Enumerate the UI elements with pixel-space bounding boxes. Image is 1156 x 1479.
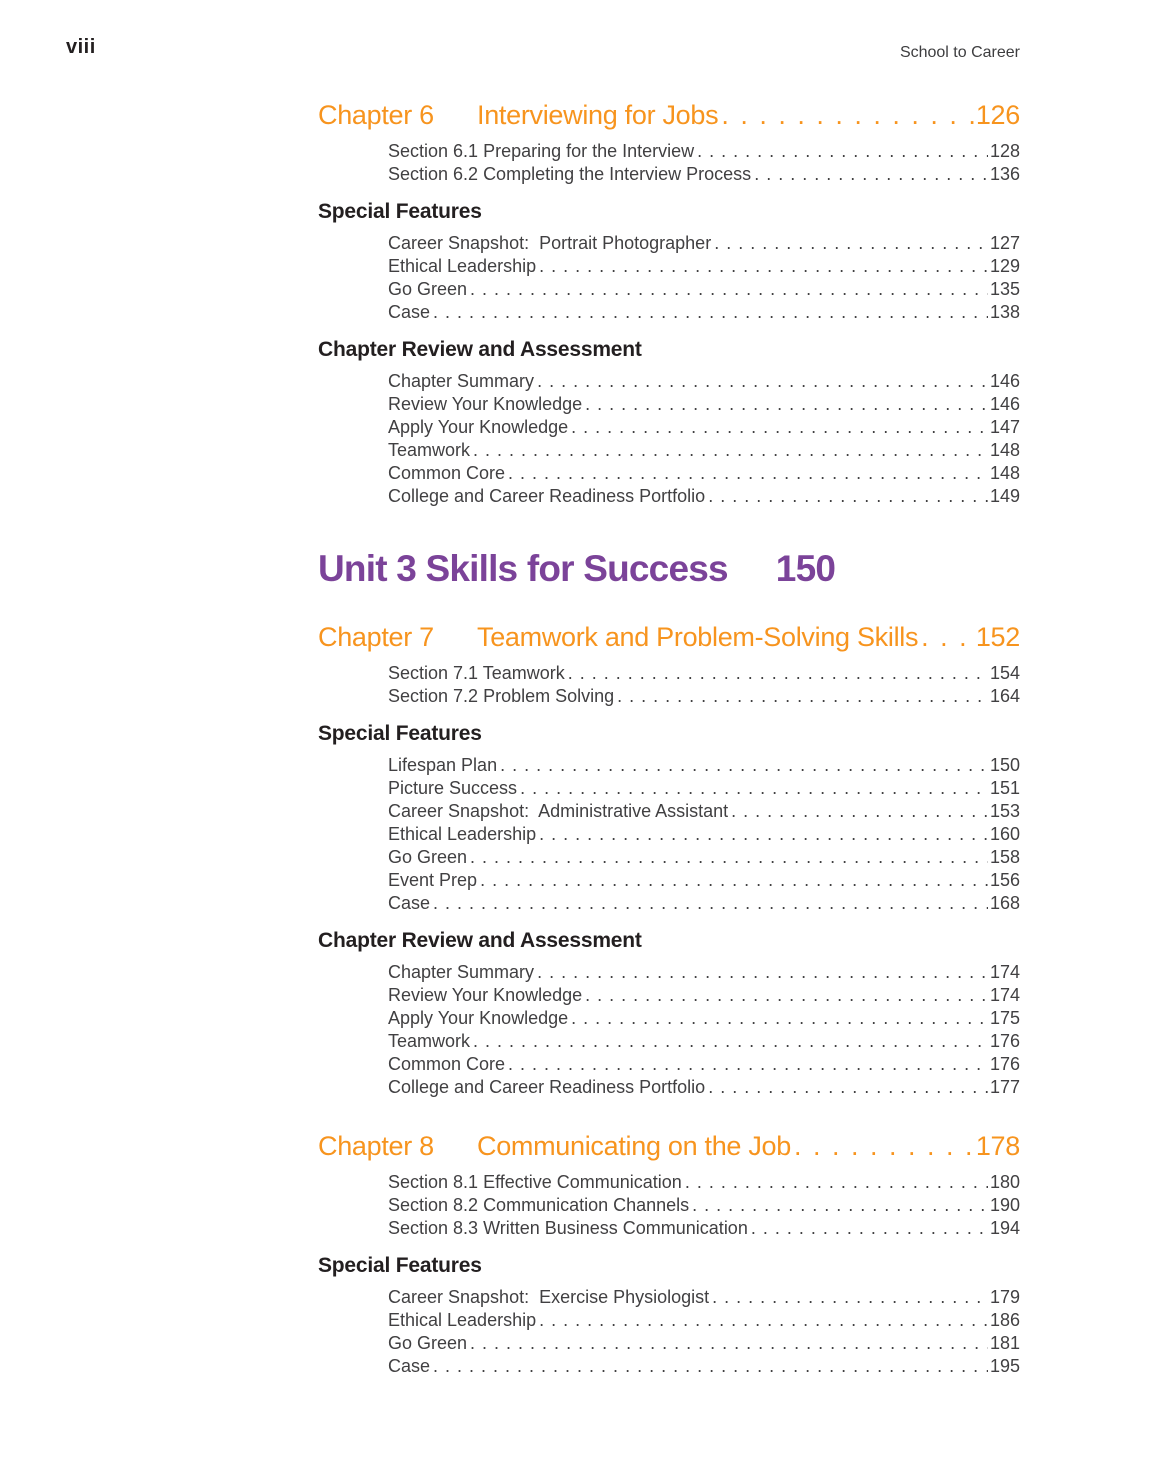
dot-leader (517, 777, 988, 800)
toc-entry-label: Review Your Knowledge (388, 394, 583, 414)
toc-entry-label: Review Your Knowledge (388, 985, 583, 1005)
toc-entry-page-number: 127 (989, 233, 1020, 253)
dot-leader (430, 301, 988, 324)
toc-entry (388, 777, 1020, 800)
toc-entry-label: Picture Success (388, 778, 518, 798)
toc-entry (388, 823, 1020, 846)
toc-entry-page-number: 179 (989, 1287, 1020, 1307)
toc-entry-page-number: 148 (989, 440, 1020, 460)
chapter-page-number: 178 (975, 1131, 1020, 1161)
toc-entry-label: Teamwork (388, 440, 471, 460)
toc-entry-page-number: 175 (989, 1008, 1020, 1028)
toc-entry (388, 232, 1020, 255)
toc-entry-page-number: 186 (989, 1310, 1020, 1330)
toc-entry (388, 961, 1020, 984)
chapter-heading (318, 622, 1020, 652)
toc-entry-page-number: 174 (989, 962, 1020, 982)
chapter-title: Interviewing for Jobs (477, 100, 719, 130)
dot-leader (470, 1030, 988, 1053)
toc-entry-label: Apply Your Knowledge (388, 1008, 569, 1028)
dot-leader (534, 370, 988, 393)
section-entry (388, 140, 1020, 163)
dot-leader (718, 100, 974, 130)
toc-entry (388, 869, 1020, 892)
dot-leader (918, 622, 974, 652)
dot-leader (614, 685, 988, 708)
dot-leader (477, 869, 988, 892)
toc-entry-page-number: 177 (989, 1077, 1020, 1097)
toc-entry (388, 1309, 1020, 1332)
toc-entry (388, 416, 1020, 439)
section-entry-page-number: 190 (989, 1195, 1020, 1215)
chapter-page-number: 152 (975, 622, 1020, 652)
toc-entry-page-number: 147 (989, 417, 1020, 437)
toc-entry-label: Career Snapshot: Portrait Photographer (388, 233, 712, 253)
toc-entry-page-number: 174 (989, 985, 1020, 1005)
toc-entry-label: College and Career Readiness Portfolio (388, 486, 706, 506)
toc-entry-page-number: 153 (989, 801, 1020, 821)
toc-entry-page-number: 176 (989, 1054, 1020, 1074)
page-folio: viii (66, 36, 96, 58)
dot-leader (694, 140, 988, 163)
section-entry-label: Section 6.2 Completing the Interview Process (388, 164, 752, 184)
toc-entry (388, 754, 1020, 777)
toc-entry-page-number: 176 (989, 1031, 1020, 1051)
toc-entry-label: Go Green (388, 847, 468, 867)
toc-entry-page-number: 156 (989, 870, 1020, 890)
toc-entry-page-number: 138 (989, 302, 1020, 322)
dot-leader (565, 662, 988, 685)
group-heading: Special Features (318, 200, 482, 223)
toc-entry-label: Chapter Summary (388, 962, 535, 982)
section-entry-label: Section 7.2 Problem Solving (388, 686, 615, 706)
section-entry-page-number: 154 (989, 663, 1020, 683)
toc-entry-page-number: 149 (989, 486, 1020, 506)
toc-entry (388, 800, 1020, 823)
toc-entry-label: Career Snapshot: Exercise Physiologist (388, 1287, 710, 1307)
toc-entry-label: Career Snapshot: Administrative Assistant (388, 801, 729, 821)
toc-entry-label: Lifespan Plan (388, 755, 498, 775)
toc-entry-label: Case (388, 1356, 431, 1376)
dot-leader (711, 232, 988, 255)
section-entry (388, 1217, 1020, 1240)
unit-title: Unit 3 Skills for Success (318, 548, 728, 589)
dot-leader (709, 1286, 988, 1309)
section-entry (388, 1171, 1020, 1194)
chapter-title: Communicating on the Job (477, 1131, 791, 1161)
dot-leader (582, 393, 988, 416)
running-head: School to Career (899, 44, 1020, 61)
toc-entry-label: Ethical Leadership (388, 1310, 537, 1330)
toc-entry-page-number: 146 (989, 371, 1020, 391)
section-entry-page-number: 128 (989, 141, 1020, 161)
chapter-title: Teamwork and Problem-Solving Skills (477, 622, 919, 652)
toc-entry (388, 846, 1020, 869)
toc-entry-page-number: 151 (989, 778, 1020, 798)
group-heading: Chapter Review and Assessment (318, 929, 642, 952)
section-entry-label: Section 8.3 Written Business Communication (388, 1218, 748, 1238)
toc-entry-label: Case (388, 893, 431, 913)
toc-entry (388, 1053, 1020, 1076)
toc-entry-label: Common Core (388, 463, 506, 483)
toc-entry-page-number: 195 (989, 1356, 1020, 1376)
section-entry (388, 685, 1020, 708)
section-entry-page-number: 180 (989, 1172, 1020, 1192)
toc-entry (388, 255, 1020, 278)
dot-leader (430, 1355, 988, 1378)
toc-entry-page-number: 168 (989, 893, 1020, 913)
dot-leader (534, 961, 988, 984)
toc-entry-page-number: 129 (989, 256, 1020, 276)
dot-leader (536, 255, 988, 278)
dot-leader (467, 846, 988, 869)
section-entry-page-number: 136 (989, 164, 1020, 184)
dot-leader (582, 984, 988, 1007)
toc-entry-page-number: 150 (989, 755, 1020, 775)
toc-entry-page-number: 146 (989, 394, 1020, 414)
toc-entry-label: Case (388, 302, 431, 322)
toc-entry-label: Common Core (388, 1054, 506, 1074)
dot-leader (689, 1194, 988, 1217)
toc-entry-label: Teamwork (388, 1031, 471, 1051)
toc-entry-page-number: 148 (989, 463, 1020, 483)
section-entry-label: Section 7.1 Teamwork (388, 663, 565, 683)
chapter-heading (318, 100, 1020, 130)
group-heading: Special Features (318, 722, 482, 745)
toc-entry (388, 278, 1020, 301)
dot-leader (536, 1309, 988, 1332)
dot-leader (470, 439, 988, 462)
dot-leader (505, 1053, 988, 1076)
dot-leader (497, 754, 988, 777)
chapter-heading (318, 1131, 1020, 1161)
toc-entry-label: Ethical Leadership (388, 824, 537, 844)
toc-entry (388, 1286, 1020, 1309)
toc-entry (388, 1007, 1020, 1030)
section-entry (388, 1194, 1020, 1217)
toc-entry-label: Go Green (388, 1333, 468, 1353)
section-entry (388, 662, 1020, 685)
dot-leader (467, 1332, 988, 1355)
toc-entry (388, 892, 1020, 915)
toc-entry-page-number: 160 (989, 824, 1020, 844)
dot-leader (705, 485, 988, 508)
dot-leader (748, 1217, 988, 1240)
group-heading: Chapter Review and Assessment (318, 338, 642, 361)
unit-page-number: 150 (775, 548, 836, 589)
dot-leader (682, 1171, 988, 1194)
toc-entry (388, 1355, 1020, 1378)
section-entry-page-number: 164 (989, 686, 1020, 706)
chapter-number: Chapter 8 (318, 1131, 434, 1161)
section-entry-page-number: 194 (989, 1218, 1020, 1238)
group-heading: Special Features (318, 1254, 482, 1277)
toc-entry-page-number: 158 (989, 847, 1020, 867)
section-entry-label: Section 8.1 Effective Communication (388, 1172, 682, 1192)
section-entry-label: Section 6.1 Preparing for the Interview (388, 141, 695, 161)
dot-leader (536, 823, 988, 846)
toc-entry-label: Go Green (388, 279, 468, 299)
toc-entry (388, 393, 1020, 416)
chapter-number: Chapter 7 (318, 622, 434, 652)
chapter-number: Chapter 6 (318, 100, 434, 130)
dot-leader (728, 800, 988, 823)
dot-leader (791, 1131, 974, 1161)
toc-entry-page-number: 135 (989, 279, 1020, 299)
dot-leader (568, 416, 988, 439)
toc-entry-label: College and Career Readiness Portfolio (388, 1077, 706, 1097)
unit-heading (318, 548, 1020, 590)
toc-entry (388, 439, 1020, 462)
section-entry-label: Section 8.2 Communication Channels (388, 1195, 690, 1215)
dot-leader (467, 278, 988, 301)
toc-entry-page-number: 181 (989, 1333, 1020, 1353)
toc-entry (388, 462, 1020, 485)
dot-leader (705, 1076, 988, 1099)
toc-entry (388, 301, 1020, 324)
toc-entry (388, 984, 1020, 1007)
dot-leader (505, 462, 988, 485)
toc-entry (388, 1030, 1020, 1053)
dot-leader (751, 163, 988, 186)
toc-entry (388, 485, 1020, 508)
toc-entry-label: Ethical Leadership (388, 256, 537, 276)
table-of-contents (318, 0, 1020, 1378)
toc-entry-label: Chapter Summary (388, 371, 535, 391)
section-entry (388, 163, 1020, 186)
toc-entry (388, 1076, 1020, 1099)
toc-entry (388, 370, 1020, 393)
dot-leader (430, 892, 988, 915)
toc-entry-label: Apply Your Knowledge (388, 417, 569, 437)
chapter-page-number: 126 (975, 100, 1020, 130)
toc-entry (388, 1332, 1020, 1355)
dot-leader (568, 1007, 988, 1030)
toc-entry-label: Event Prep (388, 870, 478, 890)
